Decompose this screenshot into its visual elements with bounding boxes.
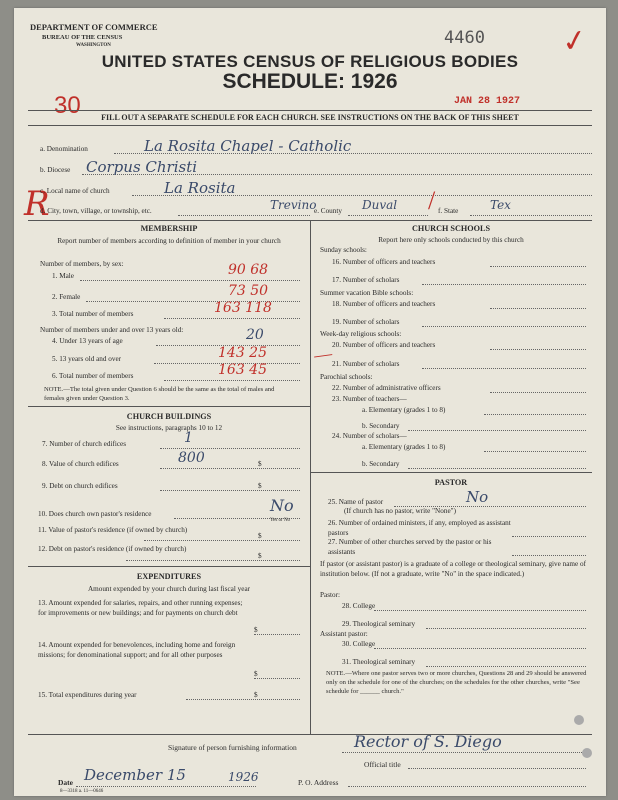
county-label: e. County xyxy=(314,207,342,215)
q7-value: 1 xyxy=(184,430,193,446)
q2-label: 2. Female xyxy=(52,293,81,301)
q25-hint: (If church has no pastor, write "None") xyxy=(344,507,456,515)
local-name-value: La Rosita xyxy=(164,179,236,197)
punch-hole xyxy=(582,748,592,758)
q12-label: 12. Debt on pastor's residence (if owned by church) xyxy=(38,545,187,553)
q26-label: 26. Number of ordained ministers, if any, employed as assistant pastors xyxy=(328,519,511,537)
census-schedule-sheet xyxy=(14,8,606,796)
received-date-stamp: JAN 28 1927 xyxy=(454,96,521,107)
q3-label: 3. Total number of members xyxy=(52,310,134,318)
official-title-label: Official title xyxy=(364,760,401,769)
q4-value: 20 xyxy=(246,327,264,343)
serial-number: 4460 xyxy=(444,28,485,48)
q30-label: 30. College xyxy=(342,640,376,648)
q23-label: 23. Number of teachers— xyxy=(332,395,407,403)
q6-label: 6. Total number of members xyxy=(52,372,134,380)
q10-label: 10. Does church own pastor's residence xyxy=(38,510,152,518)
q1-value: 90 68 xyxy=(228,262,269,278)
denomination-label: a. Denomination xyxy=(40,145,88,153)
q24a-label: a. Elementary (grades 1 to 8) xyxy=(362,443,446,451)
q13-dollar: $ xyxy=(254,626,258,634)
date-label: Date xyxy=(58,778,73,787)
pastor-heading: PASTOR xyxy=(434,478,468,487)
q1-label: 1. Male xyxy=(52,272,74,280)
punch-hole xyxy=(574,715,584,725)
q7-label: 7. Number of church edifices xyxy=(42,440,127,448)
q18-label: 18. Number of officers and teachers xyxy=(332,300,436,308)
department-name: DEPARTMENT OF COMMERCE xyxy=(30,22,158,32)
q28-label: 28. College xyxy=(342,602,376,610)
buildings-subheading: See instructions, paragraphs 10 to 12 xyxy=(115,424,223,432)
signature-label: Signature of person furnishing information xyxy=(168,743,297,752)
city-value: Trevino xyxy=(270,198,317,212)
q4-label: 4. Under 13 years of age xyxy=(52,337,123,345)
expenditures-heading: EXPENDITURES xyxy=(136,572,202,581)
red-slash-mark: / xyxy=(428,186,436,215)
weekday-schools-label: Week-day religious schools: xyxy=(320,330,402,338)
state-value: Tex xyxy=(490,198,511,212)
q31-label: 31. Theological seminary xyxy=(342,658,416,666)
state-label: f. State xyxy=(438,207,459,215)
q14-dollar: $ xyxy=(254,670,258,678)
q16-label: 16. Number of officers and teachers xyxy=(332,258,436,266)
q27-label: 27. Number of other churches served by the pastor or his assistants xyxy=(328,538,492,556)
q11-dollar: $ xyxy=(258,532,262,540)
q24b-label: b. Secondary xyxy=(362,460,400,468)
q5-value: 143 25 xyxy=(218,345,267,361)
graduate-instructions: If pastor (or assistant pastor) is a graduate of a college or theological seminary, give name of institution below. (If not a graduate, write "No" in the space indicated.) xyxy=(320,560,586,578)
q19-label: 19. Number of scholars xyxy=(332,318,400,326)
q3-value: 163 118 xyxy=(214,300,272,316)
year-value: 1926 xyxy=(228,770,259,784)
q25-label: 25. Name of pastor xyxy=(328,498,384,506)
q10-value: No xyxy=(270,496,294,515)
q2-value: 73 50 xyxy=(228,283,269,299)
form-number: 8—3318 a. 11—0646 xyxy=(60,789,104,794)
members-by-sex-label: Number of members, by sex: xyxy=(40,260,124,268)
q6-value: 163 45 xyxy=(218,362,267,378)
summer-schools-label: Summer vacation Bible schools: xyxy=(320,289,414,297)
stamp-number: 30 xyxy=(54,92,81,119)
q10-yes-no-hint: Yes or No xyxy=(270,518,291,523)
expenditures-subheading: Amount expended by your church during last fiscal year xyxy=(87,585,251,593)
schools-subheading: Report here only schools conducted by this church xyxy=(378,236,524,244)
margin-mark: R xyxy=(24,184,50,224)
schools-heading: CHURCH SCHOOLS xyxy=(411,224,491,233)
city-label: d. City, town, village, or township, etc. xyxy=(40,207,152,215)
signature-value: Rector of S. Diego xyxy=(354,732,502,751)
buildings-heading: CHURCH BUILDINGS xyxy=(126,412,212,421)
q14-label: 14. Amount expended for benevolences, including home and foreign missions; for denominational support; and for all other purposes xyxy=(38,641,236,659)
q12-dollar: $ xyxy=(258,552,262,560)
q22-label: 22. Number of administrative officers xyxy=(332,384,441,392)
schedule-title: SCHEDULE: 1926 xyxy=(222,70,398,93)
q24-label: 24. Number of scholars— xyxy=(332,432,407,440)
q15-label: 15. Total expenditures during year xyxy=(38,691,137,699)
q5-label: 5. 13 years old and over xyxy=(52,355,122,363)
pastor-note: NOTE.—Where one pastor serves two or more churches, Questions 28 and 29 should be answered only on the schedule for one of the churches; on the schedules for the other churches, write "See schedule for ______ church." xyxy=(326,670,587,695)
county-value: Duval xyxy=(362,198,398,212)
q20-label: 20. Number of officers and teachers xyxy=(332,341,436,349)
pastor-sub-label: Pastor: xyxy=(320,591,340,599)
q9-label: 9. Debt on church edifices xyxy=(42,482,118,490)
denomination-value: La Rosita Chapel - Catholic xyxy=(144,137,352,155)
instructions-line: FILL OUT A SEPARATE SCHEDULE FOR EACH CHURCH. SEE INSTRUCTIONS ON THE BACK OF THIS SHEET xyxy=(101,113,519,122)
parochial-schools-label: Parochial schools: xyxy=(320,373,373,381)
q8-dollar: $ xyxy=(258,460,262,468)
q23a-label: a. Elementary (grades 1 to 8) xyxy=(362,406,446,414)
diocese-value: Corpus Christi xyxy=(86,158,198,176)
q25-value: No xyxy=(466,488,489,506)
po-address-label: P. O. Address xyxy=(298,778,339,787)
q29-label: 29. Theological seminary xyxy=(342,620,416,628)
form-title: UNITED STATES CENSUS OF RELIGIOUS BODIES xyxy=(101,52,519,71)
q23b-label: b. Secondary xyxy=(362,422,400,430)
date-value: December 15 xyxy=(84,766,186,784)
q9-dollar: $ xyxy=(258,482,262,490)
membership-note: NOTE.—The total given under Question 6 should be the same as the total of males and females given under Question 3. xyxy=(44,386,275,402)
q8-label: 8. Value of church edifices xyxy=(42,460,119,468)
diocese-label: b. Diocese xyxy=(40,166,71,174)
membership-heading: MEMBERSHIP xyxy=(140,224,198,233)
q13-label: 13. Amount expended for salaries, repairs, and other running expenses; for improvements or new buildings; and for payments on church debt xyxy=(38,599,243,617)
q17-label: 17. Number of scholars xyxy=(332,276,400,284)
q8-value: 800 xyxy=(178,450,205,466)
q21-label: 21. Number of scholars xyxy=(332,360,400,368)
q11-label: 11. Value of pastor's residence (if owned by church) xyxy=(38,526,188,534)
assistant-pastor-label: Assistant pastor: xyxy=(320,630,368,638)
members-by-age-label: Number of members under and over 13 years old: xyxy=(40,326,184,334)
local-name-label: c. Local name of church xyxy=(40,187,110,195)
check-mark-icon: ✓ xyxy=(559,22,590,61)
bureau-city: WASHINGTON xyxy=(76,43,111,48)
q15-dollar: $ xyxy=(254,691,258,699)
membership-intro: Report number of members according to definition of member in your church xyxy=(57,237,281,245)
red-pencil-stroke: — xyxy=(312,342,334,366)
sunday-schools-label: Sunday schools: xyxy=(320,246,367,254)
bureau-name: BUREAU OF THE CENSUS xyxy=(42,34,123,41)
